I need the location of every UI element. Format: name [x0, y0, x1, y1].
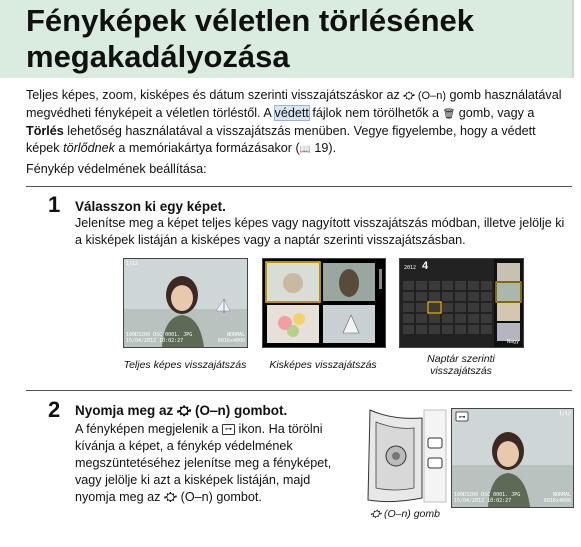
step-number: 2: [48, 397, 61, 422]
camera-button-caption: ⛮ (O‒n) gomb: [370, 508, 440, 520]
full-frame-playback-screen: [123, 258, 248, 348]
intro-text: a memóriakártya formázásakor (: [114, 141, 300, 155]
trash-icon: 🗑: [442, 109, 456, 120]
camera-back-illustration: [362, 408, 448, 504]
protect-key-label: ⛮ (O‒n): [177, 403, 231, 418]
step-title: Nyomja meg az ⛮ (O‒n) gombot.: [75, 403, 288, 418]
page-reference[interactable]: 19).: [310, 141, 337, 155]
protect-key-label: ⛮ (O‒n): [163, 490, 213, 504]
protected-photo-screen: [451, 408, 574, 508]
file-info: 100D3200 DSC_0001. JPG 15/04/2012 10:02:27: [454, 492, 521, 504]
divider: [26, 390, 572, 391]
thumbnail-grid: [263, 259, 385, 347]
camera-drawing: [362, 408, 448, 504]
counter: 1/12: [558, 411, 571, 417]
divider: [26, 186, 572, 187]
intro-text: Teljes képes, zoom, kisképes és dátum szerinti visszajátszáskor az: [26, 88, 404, 102]
counter: 1/12: [126, 261, 139, 267]
thumbnail-playback-screen: [262, 258, 386, 348]
delete-menu-term: Törlés: [26, 124, 64, 138]
deleted-term: törlődnek: [63, 141, 115, 155]
zoom-label: Nagy: [506, 339, 519, 345]
svg-text:⊶: ⊶: [458, 414, 466, 421]
protect-icon: ⊶: [222, 424, 235, 435]
calendar-year: 2012: [404, 265, 417, 271]
calendar-playback-screen: [399, 258, 524, 348]
quality-info: NORMAL 6016x4000: [543, 492, 571, 504]
highlighted-word: védett: [274, 106, 309, 120]
intro-text: gomb, vagy a: [455, 106, 535, 120]
page-title-line2: megakadályozása: [26, 39, 290, 74]
caption-calendar: Naptár szerinti visszajátszás: [427, 353, 495, 377]
intro-text: lehetőség használatával a visszajátszás menüben. Vegye figyelembe, hogy a védett képek: [26, 124, 536, 155]
calendar-grid: [400, 259, 523, 347]
section-subtitle: Fénykép védelmének beállítása:: [26, 162, 207, 176]
protect-key-label: ⛮ (O‒n): [403, 90, 447, 102]
intro-text: gomb használatával megvédheti fényképeit a véletlen törléstől. A: [26, 88, 562, 120]
page-title-line1: Fényképek véletlen törlésének: [26, 3, 475, 38]
page-title: [26, 3, 566, 75]
step-number: 1: [48, 192, 61, 217]
book-icon: 📖: [299, 144, 311, 154]
quality-info: NORMAL 6016x4000: [217, 332, 245, 344]
step-body: A fényképen megjelenik a ⊶ ikon. Ha törölni kívánja a képet, a fénykép védelmének megszüntetéséhez jelenítse meg a fényképet, vagy jelölje ki azt a kisképek listáján, majd nyomja meg az ⛮ (O‒n) gombot.: [75, 422, 332, 504]
calendar-month: 4: [422, 260, 429, 272]
caption-thumbnail: Kisképes visszajátszás: [269, 359, 377, 371]
intro-paragraph: [26, 87, 571, 158]
caption-full-frame: Teljes képes visszajátszás: [123, 359, 247, 371]
step-title: Válasszon ki egy képet.: [75, 199, 226, 214]
intro-text: fájlok nem törölhetők a: [308, 106, 443, 120]
file-info: 100D3200 DSC_0001. JPG 15/04/2012 10:02:27: [126, 332, 193, 344]
step-body: Jelenítse meg a képet teljes képes vagy nagyított visszajátszás módban, illetve jelölje ki a kisképek listáján a kisképes vagy a naptár szerinti visszajátszásban.: [75, 216, 565, 247]
